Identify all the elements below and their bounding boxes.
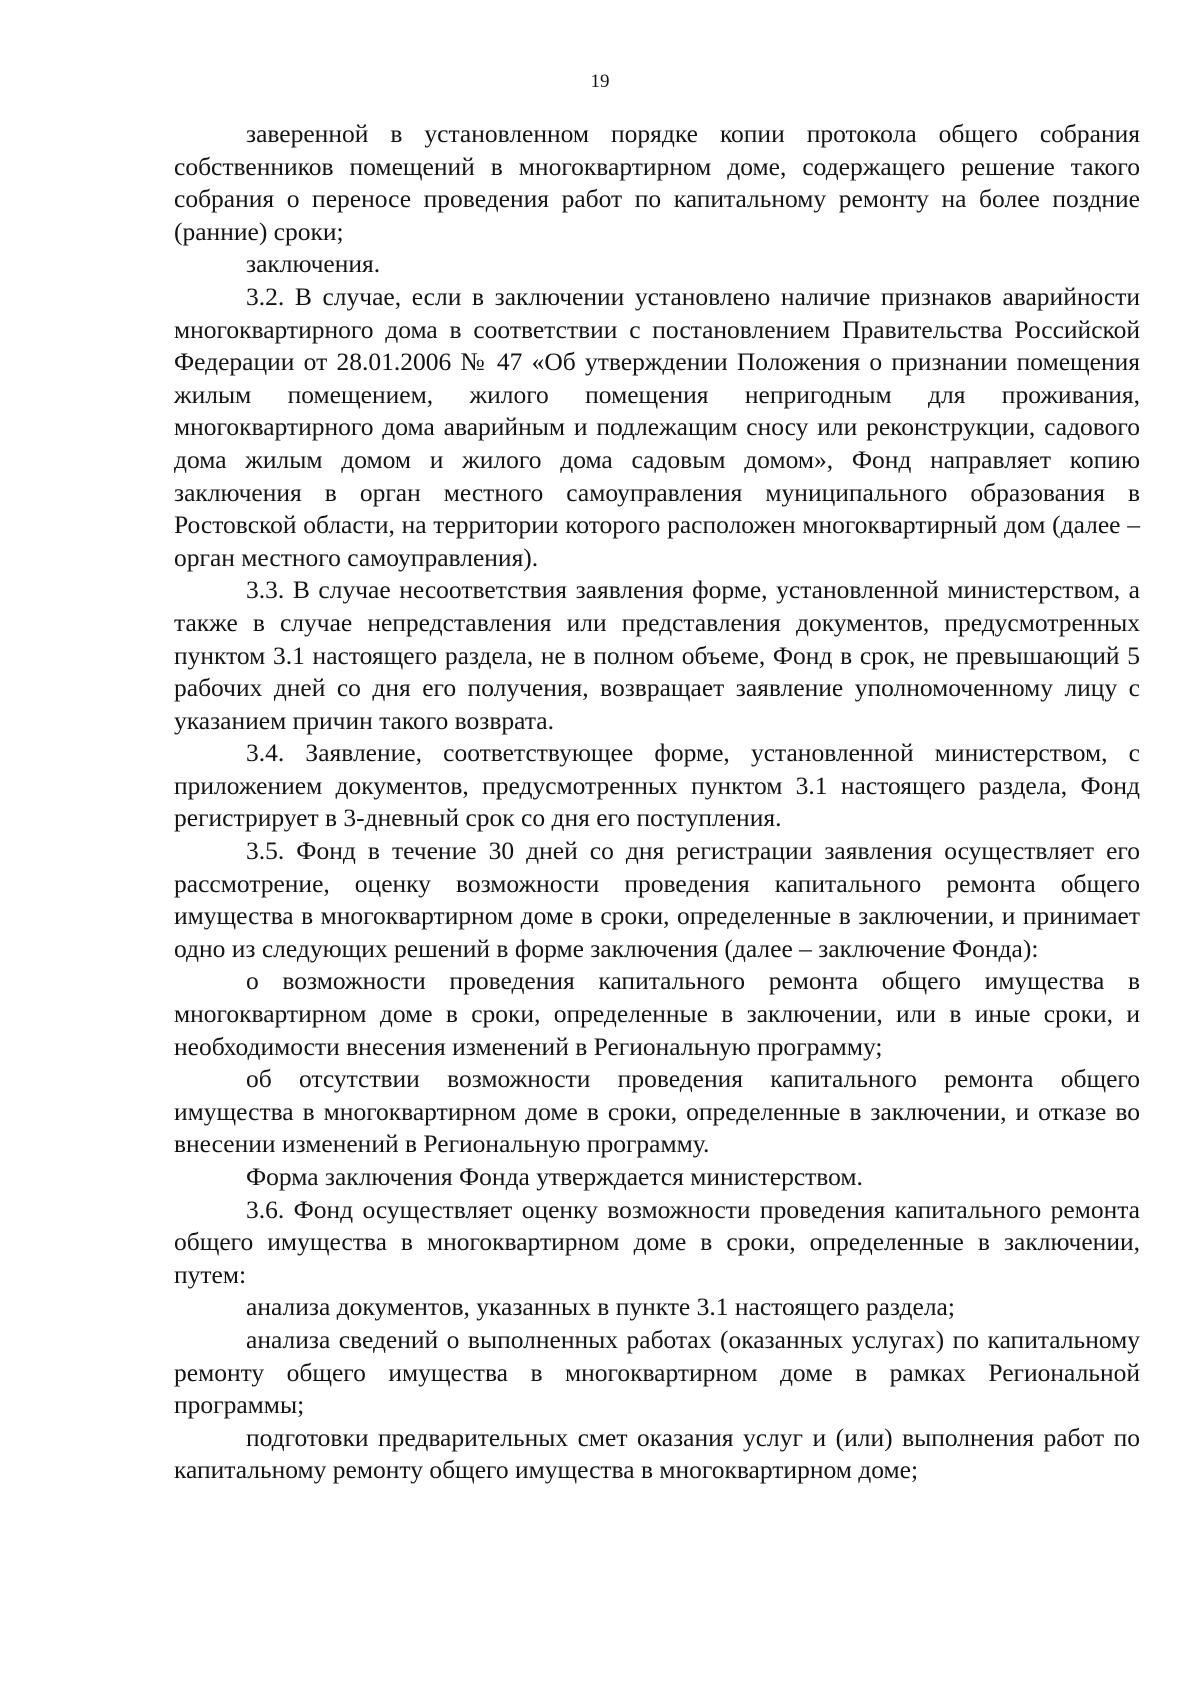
paragraph-decision-impossible: об отсутствии возможности проведения капитального ремонта общего имущества в многоквартирном доме в сроки, определенные в заключении, и отказе во внесении изменений в Региональную программу. <box>174 1064 1140 1159</box>
document-body <box>174 118 1140 1487</box>
paragraph-preliminary-estimates: подготовки предварительных смет оказания услуг и (или) выполнения работ по капитальному ремонту общего имущества в многоквартирном доме; <box>174 1422 1140 1485</box>
paragraph-form-approval: Форма заключения Фонда утверждается министерством. <box>246 1162 863 1191</box>
page-number: 19 <box>590 71 610 92</box>
paragraph-3-3: 3.3. В случае несоответствия заявления форме, установленной министерством, а также в случае непредставления или представления документов, предусмотренных пунктом 3.1 настоящего раздела, не в полном объеме, Фонд в срок, не превышающий 5 рабочих дней со дня его получения, возвращает заявление уполномоченному лицу с указанием причин такого возврата. <box>174 575 1140 735</box>
paragraph-3-2: 3.2. В случае, если в заключении установлено наличие признаков аварийности многоквартирного дома в соответствии с постановлением Правительства Российской Федерации от 28.01.2006 № 47 «Об утверждении Положения о признании помещения жилым помещением, жилого помещения непригодным для проживания, многоквартирного дома аварийным и подлежащим сносу или реконструкции, садового дома жилым домом и жилого дома садовым домом», Фонд направляет копию заключения в орган местного самоуправления муниципального образования в Ростовской области, на территории которого расположен многоквартирный дом (далее – орган местного самоуправления). <box>174 281 1140 572</box>
paragraph-analysis-documents: анализа документов, указанных в пункте 3.1 настоящего раздела; <box>246 1292 955 1322</box>
paragraph-decision-possible: о возможности проведения капитального ремонта общего имущества в многоквартирном доме в сроки, определенные в заключении, или в иные сроки, и необходимости внесения изменений в Региональную программу; <box>174 966 1140 1061</box>
paragraph-3-4: 3.4. Заявление, соответствующее форме, установленной министерством, с приложением документов, предусмотренных пунктом 3.1 настоящего раздела, Фонд регистрирует в 3-дневный срок со дня его поступления. <box>174 738 1140 833</box>
paragraph-conclusion-item: заключения. <box>246 249 381 279</box>
paragraph-3-6: 3.6. Фонд осуществляет оценку возможности проведения капитального ремонта общего имущества в многоквартирном доме в сроки, определенные в заключении, путем: <box>174 1194 1140 1289</box>
paragraph-analysis-works: анализа сведений о выполненных работах (оказанных услугах) по капитальному ремонту общего имущества в многоквартирном доме в рамках Региональной программы; <box>174 1324 1140 1420</box>
paragraph-3-5: 3.5. Фонд в течение 30 дней со дня регистрации заявления осуществляет его рассмотрение, оценку возможности проведения капитального ремонта общего имущества в многоквартирном доме в сроки, определенные в заключении, и принимает одно из следующих решений в форме заключения (далее – заключение Фонда): <box>174 836 1140 963</box>
paragraph-continuation-copy-protocol: заверенной в установленном порядке копии протокола общего собрания собственников помещений в многоквартирном доме, содержащего решение такого собрания о переносе проведения работ по капитальному ремонту на более поздние (ранние) сроки; <box>174 119 1140 246</box>
